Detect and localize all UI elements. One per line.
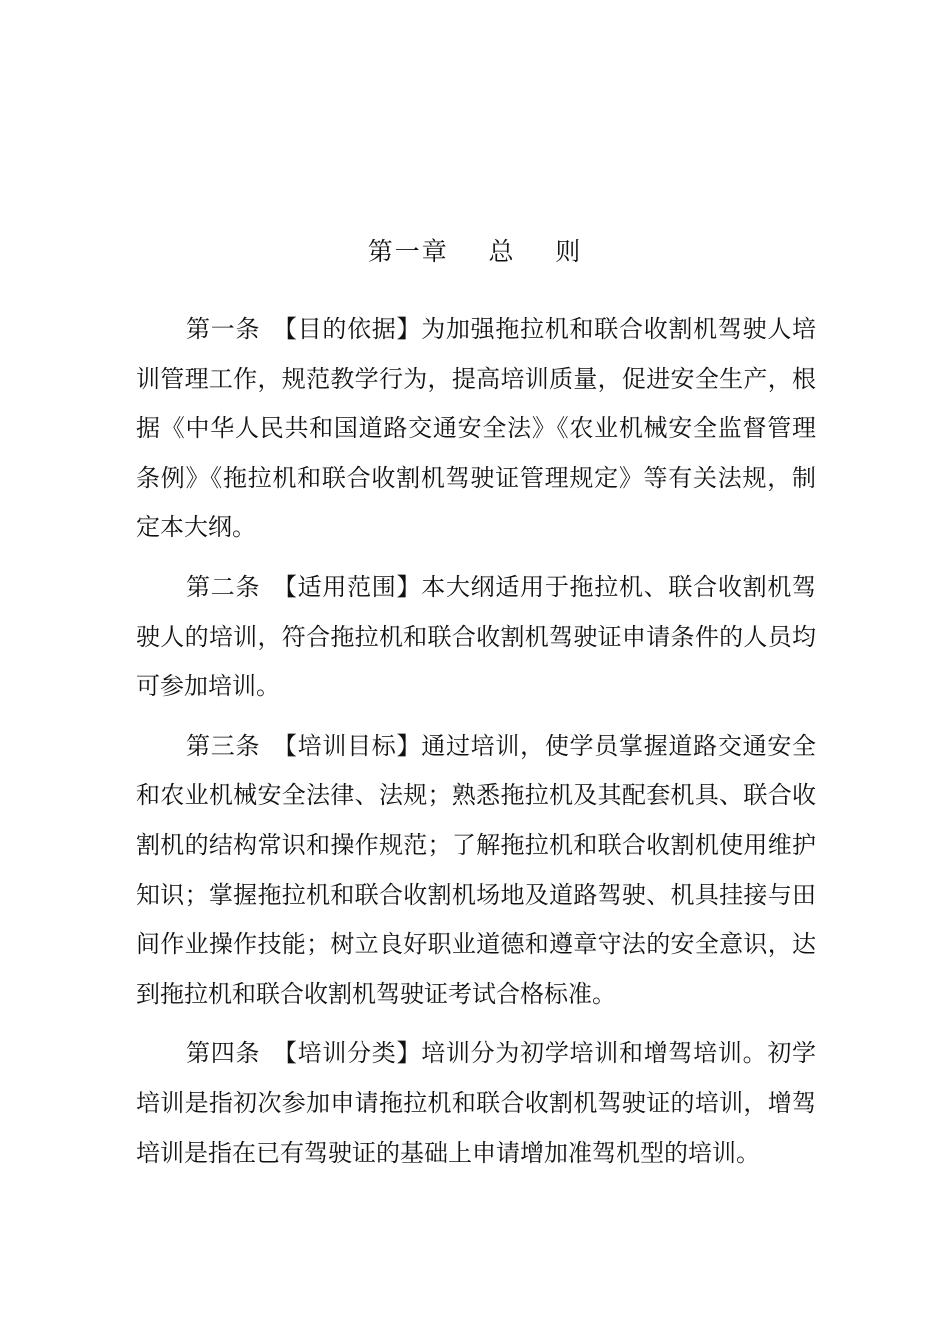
article-text: 为加强拖拉机和联合收割机驾驶人培训管理工作，规范教学行为，提高培训质量，促进安全生产，根据《中华人民共和国道路交通安全法》《农业机械安全监督管理条例》《拖拉机和联合收割机驾驶证管理规定》等有关法规，制定本大纲。 <box>136 315 817 542</box>
article-number: 第一条 <box>186 315 261 343</box>
article-number: 第二条 <box>186 572 261 601</box>
article-heading: 【培训分类】 <box>284 1039 422 1068</box>
article-heading: 【目的依据】 <box>284 315 422 343</box>
article-number: 第四条 <box>186 1039 261 1068</box>
article-number: 第三条 <box>186 731 261 760</box>
article-heading: 【适用范围】 <box>284 572 422 601</box>
article-3 <box>136 722 816 1020</box>
article-list <box>136 305 816 1188</box>
article-2 <box>136 563 816 712</box>
article-heading: 【培训目标】 <box>284 731 422 760</box>
article-1 <box>136 305 816 553</box>
article-text: 通过培训，使学员掌握道路交通安全和农业机械安全法律、法规；熟悉拖拉机及其配套机具、联合收割机的结构常识和操作规范；了解拖拉机和联合收割机使用维护知识；掌握拖拉机和联合收割机场地及道路驾驶、机具挂接与田间作业操作技能；树立良好职业道德和遵章守法的安全意识，达到拖拉机和联合收割机驾驶证考试合格标准。 <box>136 731 817 1008</box>
article-text: 培训分为初学培训和增驾培训。初学培训是指初次参加申请拖拉机和联合收割机驾驶证的培训，增驾培训是指在已有驾驶证的基础上申请增加准驾机型的培训。 <box>136 1039 817 1167</box>
article-4 <box>136 1029 816 1178</box>
article-text: 本大纲适用于拖拉机、联合收割机驾驶人的培训，符合拖拉机和联合收割机驾驶证申请条件的人员均可参加培训。 <box>136 572 817 701</box>
chapter-title: 第一章 总 则 <box>367 237 583 266</box>
